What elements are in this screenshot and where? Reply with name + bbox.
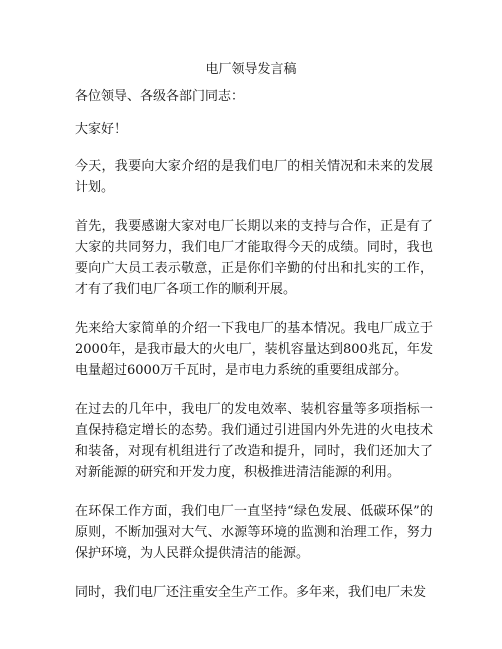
paragraph-environment: 在环保工作方面，我们电厂一直坚持“绿色发展、低碳环保”的原则，不断加强对大气、水源等环境的监测和治理工作，努力保护环境，为人民群众提供清洁的能源。	[75, 504, 433, 561]
paragraph-development: 在过去的几年中，我电厂的发电效率、装机容量等多项指标一直保持稳定增长的态势。我们通过引进国内外先进的火电技术和装备，对现有机组进行了改造和提升，同时，我们还加大了对新能源的研究和开发力度，积极推进清洁能源的利用。	[75, 402, 433, 480]
document-title: 电厂领导发言稿	[205, 62, 297, 77]
paragraph-safety: 同时，我们电厂还注重安全生产工作。多年来，我们电厂未发	[75, 585, 427, 600]
paragraph-thanks: 首先，我要感谢大家对电厂长期以来的支持与合作，正是有了大家的共同努力，我们电厂才能取得今天的成绩。同时，我也要向广大员工表示敬意，正是你们辛勤的付出和扎实的工作，才有了我们电厂各项工作的顺利开展。	[75, 219, 433, 297]
paragraph-intro: 今天，我要向大家介绍的是我们电厂的相关情况和未来的发展计划。	[75, 159, 433, 195]
paragraph-salutation: 各位领导、各级各部门同志：	[75, 89, 245, 104]
paragraph-greeting: 大家好！	[75, 122, 128, 137]
document-body	[75, 86, 433, 621]
paragraph-basic-info: 先来给大家简单的介绍一下我电厂的基本情况。我电厂成立于2000年，是我市最大的火电厂，装机容量达到800兆瓦，年发电量超过6000万千瓦时，是市电力系统的重要组成部分。	[75, 321, 433, 378]
